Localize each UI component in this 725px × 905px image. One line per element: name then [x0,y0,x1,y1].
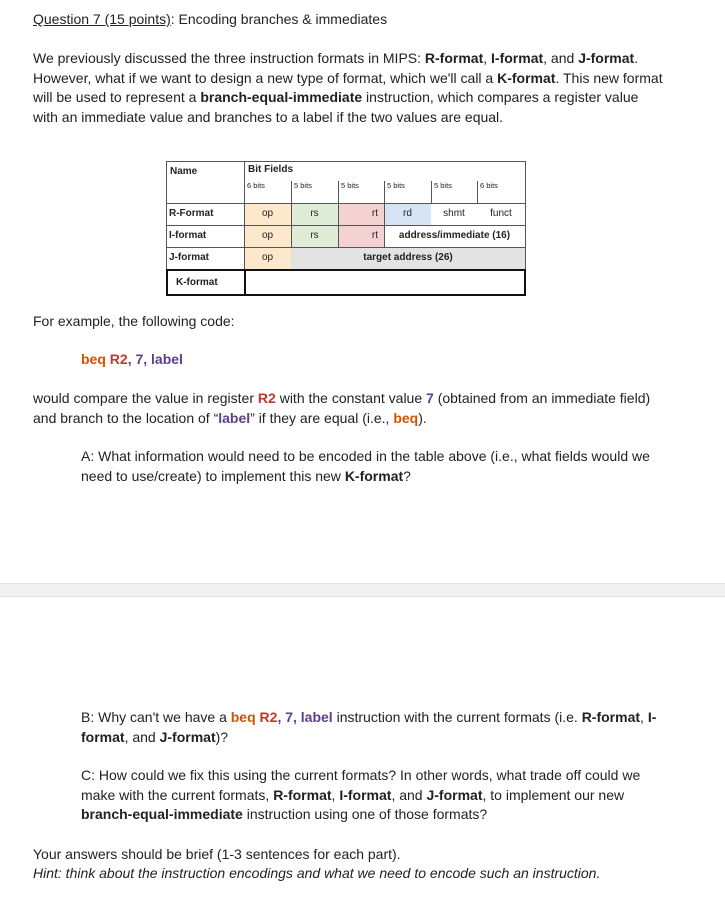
question-title: Question 7 (15 points): Encoding branches & immediates [33,11,388,27]
row-name-k-format: K-format [166,269,246,296]
r-rs-field: rs [291,203,338,225]
bits-label-rs: 5 bits [294,181,312,190]
r-shmt-field: shmt [431,203,477,225]
page-break [0,583,725,597]
j-op-field: op [244,247,291,269]
grid-line [166,161,167,269]
row-name-i-format: I-format [169,230,207,241]
i-op-field: op [244,225,291,247]
k-format-fields-empty [244,269,526,296]
grid-line [244,161,245,269]
i-rs-field: rs [291,225,338,247]
j-target-field: target address (26) [291,247,525,269]
row-name-r-format: R-Format [169,208,214,219]
instruction-format-table [166,161,526,296]
grid-line [384,181,385,247]
grid-line [431,181,432,203]
bits-label-rd: 5 bits [387,181,405,190]
brief-instruction: Your answers should be brief (1-3 sentences for each part). [33,846,401,862]
intro-paragraph: We previously discussed the three instruction formats in MIPS: R-format, I-format, and J-format. However, what if we want to design a new type of format, which we'll call a K-format. This new format will be used to represent a branch-equal-immediate instruction, which compares a register value with an immediate value and branches to a label if the two values are equal. [33,50,663,125]
explanation-paragraph: would compare the value in register R2 with the constant value 7 (obtained from an immediate field) and branch to the location of “label” if they are equal (i.e., beq). [33,390,651,426]
i-rt-field: rt [338,225,384,247]
grid-line [166,203,526,204]
r-rt-field: rt [338,203,384,225]
row-name-j-format: J-format [169,252,210,263]
hint-text: Hint: think about the instruction encodings and what we need to encode such an instruction. [33,865,601,881]
grid-line [338,181,339,247]
bits-label-funct: 6 bits [480,181,498,190]
grid-line [166,247,526,248]
grid-line [477,181,478,203]
part-b-question: B: Why can't we have a beq R2, 7, label instruction with the current formats (i.e. R-format, I-format, and J-format)? [81,709,657,745]
page-2 [0,597,725,905]
r-op-field: op [244,203,291,225]
r-rd-field: rd [384,203,431,225]
grid-line [166,161,526,162]
name-header: Name [170,166,198,177]
r-funct-field: funct [477,203,525,225]
part-c-question: C: How could we fix this using the current formats? In other words, what trade off could we make with the current formats, R-format, I-format, and J-format, to implement our new branch-equal-immediate instruction using one of those formats? [81,767,641,822]
bits-label-shmt: 5 bits [434,181,452,190]
example-intro: For example, the following code: [33,313,235,329]
bits-label-rt: 5 bits [341,181,359,190]
bits-label-op: 6 bits [247,181,265,190]
part-a-question: A: What information would need to be encoded in the table above (i.e., what fields would we need to use/create) to implement this new K-format? [81,448,650,484]
question-heading: Encoding branches & immediates [174,11,388,27]
code-example: beq R2, 7, label [81,351,183,367]
question-label: Question 7 (15 points) [33,11,171,27]
grid-line [525,161,526,269]
grid-line [291,181,292,247]
grid-line [166,225,526,226]
i-immediate-field: address/immediate (16) [384,225,525,247]
bitfields-header: Bit Fields [248,164,294,175]
